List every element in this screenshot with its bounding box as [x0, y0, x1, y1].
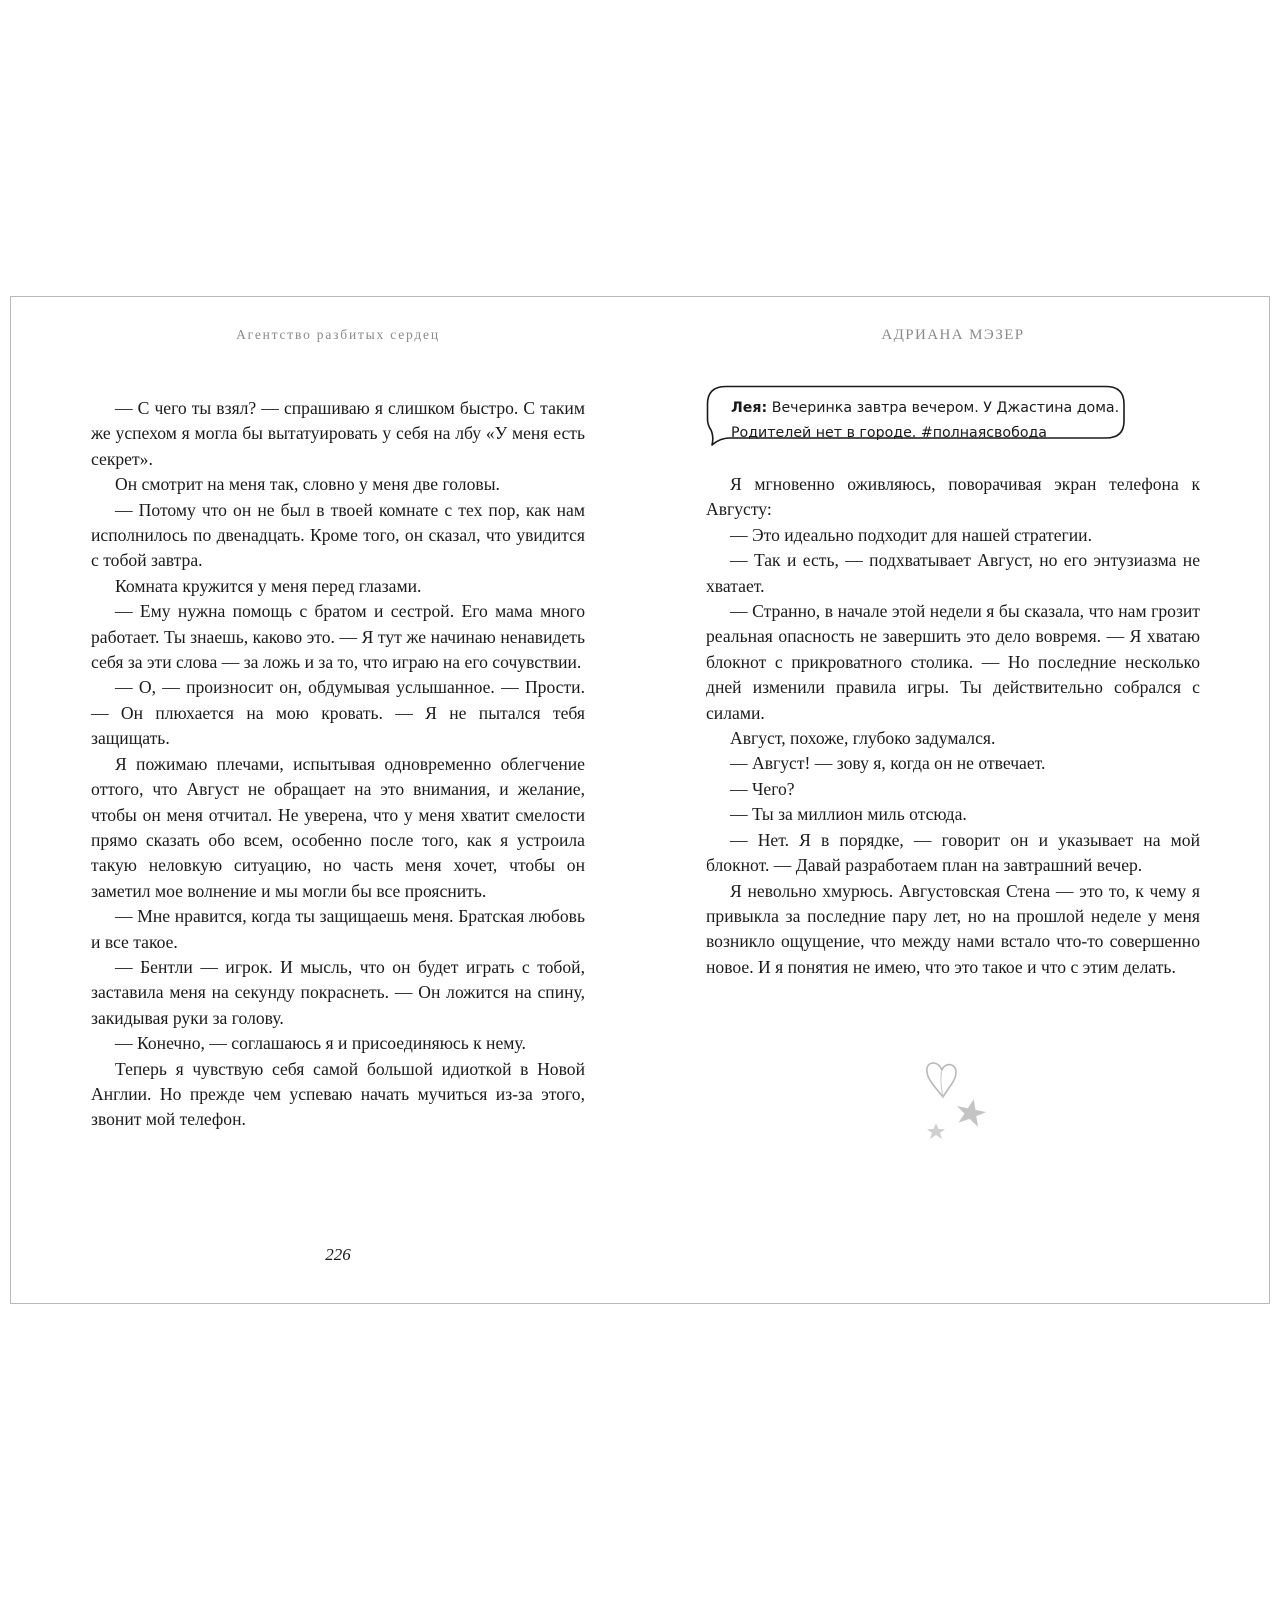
- paragraph: — Это идеально подходит для нашей стратегии.: [730, 524, 1092, 545]
- paragraph: Я невольно хмурюсь. Августовская Стена — это то, к чему я привыкла за последние пару лет, но на прошлой неделе у меня возникло ощущение, что между нами встало что-то совершенно новое. И я понятия не имею, что это такое и что с этим делать.: [706, 880, 1200, 977]
- paragraph: — Странно, в начале этой недели я бы сказала, что нам грозит реальная опасность не завершить это дело вовремя. — Я хватаю блокнот с прикроватного столика. — Но последние несколько дней изменили правила игры. Ты действительно собрался с силами.: [706, 601, 1200, 723]
- paragraph: — Бентли — игрок. И мысль, что он будет играть с тобой, заставила меня на секунду покраснеть. — Он ложится на спину, закидывая руки за голову.: [91, 956, 585, 1028]
- paragraph: — Ему нужна помощь с братом и сестрой. Его мама много работает. Ты знаешь, каково это. — Я тут же начинаю ненавидеть себя за эти слова — за ложь и за то, что играю на его сочувствии.: [91, 601, 585, 673]
- paragraph: — Конечно, — соглашаюсь я и присоединяюсь к нему.: [115, 1033, 526, 1054]
- running-head-right: АДРИАНА МЭЗЕР: [881, 327, 1025, 343]
- paragraph: — Ты за миллион миль отсюда.: [730, 804, 967, 825]
- page-number: 226: [325, 1245, 351, 1264]
- paragraph: — Мне нравится, когда ты защищаешь меня. Братская любовь и все такое.: [91, 906, 585, 952]
- paragraph: — С чего ты взял? — спрашиваю я слишком быстро. С таким же успехом я могла бы вытатуировать у себя на лбу «У меня есть секрет».: [91, 398, 585, 469]
- paragraph: — Чего?: [730, 778, 795, 799]
- right-page-text: [706, 472, 1200, 980]
- paragraph: — Август! — зову я, когда он не отвечает.: [730, 753, 1046, 774]
- paragraph: — Так и есть, — подхватывает Август, но его энтузиазма не хватает.: [706, 550, 1200, 596]
- paragraph: — Потому что он не был в твоей комнате с тех пор, как нам исполнилось по двенадцать. Кроме того, он сказал, что увидится с тобой завтра.: [91, 499, 585, 571]
- right-page: [706, 297, 1200, 1303]
- paragraph: Я пожимаю плечами, испытывая одновременно облегчение оттого, что Август не обращает на это внимания, и желание, чтобы он меня отчитал. Не уверена, что у меня хватит смелости прямо сказать обо всем, особенно после того, как я устроила такую неловкую ситуацию, но часть меня хочет, чтобы он заметил мое волнение и мы могли бы все прояснить.: [91, 753, 585, 901]
- message-sender: Лея:: [731, 400, 768, 416]
- message-line-1: [731, 396, 1131, 421]
- message-line-1-text: Вечеринка завтра вечером. У Джастина дома.: [771, 400, 1120, 416]
- paragraph: Август, похоже, глубоко задумался.: [730, 728, 996, 749]
- paragraph: Я мгновенно оживляюсь, поворачивая экран телефона к Августу:: [706, 474, 1200, 520]
- paragraph: Он смотрит на меня так, словно у меня две головы.: [115, 474, 500, 495]
- paragraph: — О, — произносит он, обдумывая услышанное. — Прости. — Он плюхается на мою кровать. — Я не пытался тебя защищать.: [91, 677, 585, 749]
- paragraph: — Нет. Я в порядке, — говорит он и указывает на мой блокнот. — Давай разработаем план на завтрашний вечер.: [706, 829, 1200, 876]
- message-line-2: Родителей нет в городе. #полнаясвобода: [731, 425, 1048, 441]
- heart-and-stars-icon: [921, 1057, 1001, 1147]
- message-text: [731, 396, 1131, 446]
- paragraph: Комната кружится у меня перед глазами.: [115, 575, 422, 596]
- running-head-left: Агентство разбитых сердец: [236, 327, 440, 342]
- book-spread: [10, 296, 1270, 1304]
- left-page-text: [91, 396, 585, 1133]
- left-page: [91, 297, 585, 1303]
- text-message-bubble: [706, 385, 1136, 447]
- paragraph: Теперь я чувствую себя самой большой идиоткой в Новой Англии. Но прежде чем успеваю начать мучиться из-за этого, звонит мой телефон.: [91, 1058, 585, 1130]
